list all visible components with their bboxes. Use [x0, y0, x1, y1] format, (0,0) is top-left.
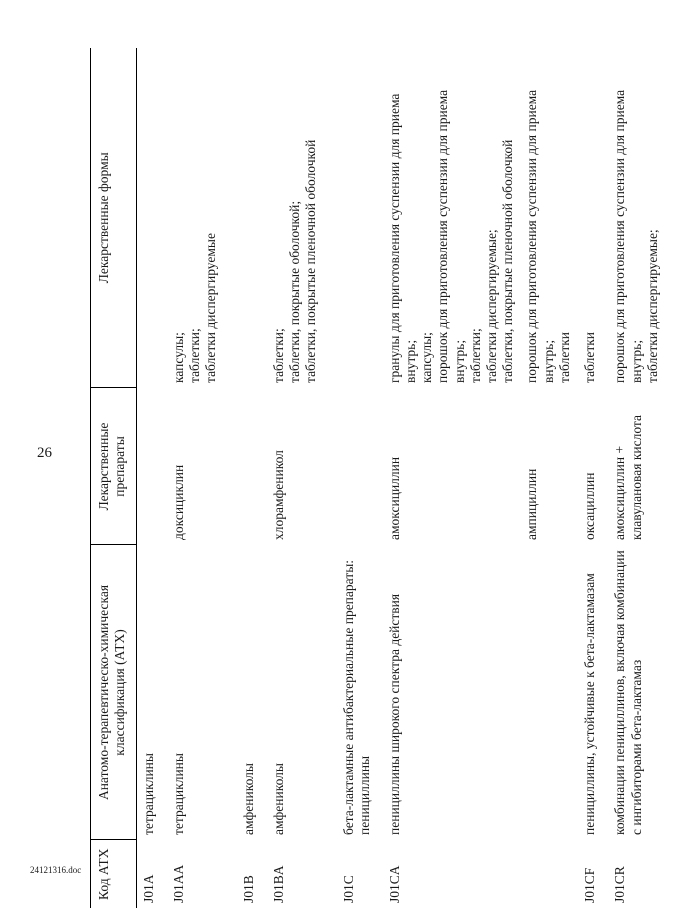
- header-forms: Лекарственные формы: [91, 48, 137, 388]
- form-item: капсулы;: [419, 332, 435, 383]
- form-item: порошок для приготовления суспензии для приема внутрь;: [435, 89, 467, 383]
- cell-classification: [520, 545, 578, 840]
- cell-classification: пенициллины широкого спектра действия: [386, 593, 402, 835]
- table-row: [137, 48, 167, 908]
- form-item: таблетки: [582, 331, 598, 383]
- cell-preparation: амоксициллин: [386, 456, 402, 540]
- cell-classification: амфениколы: [270, 763, 286, 835]
- cell-forms: [337, 48, 383, 388]
- cell-preparation: хлорамфеникол: [270, 450, 286, 540]
- form-item: капсулы;: [170, 332, 186, 383]
- table-row: [167, 48, 237, 908]
- form-item: таблетки, покрытые оболочкой;: [287, 200, 303, 383]
- header-classification: Анатомо-терапевтическо-химическая классификация (АТХ): [91, 545, 137, 840]
- table-row: [520, 48, 578, 908]
- cell-code: J01CR: [612, 866, 628, 903]
- cell-classification: бета-лактамные антибактериальные препараты: пенициллины: [340, 559, 373, 835]
- cell-forms: [383, 48, 521, 388]
- table-row: [267, 48, 337, 908]
- cell-code: J01B: [240, 875, 256, 903]
- form-item: порошок для приготовления суспензии для приема внутрь;: [612, 89, 644, 383]
- cell-code: J01CA: [386, 865, 402, 903]
- form-item: таблетки: [556, 331, 572, 383]
- cell-forms: [608, 48, 678, 388]
- cell-code: J01AA: [170, 864, 186, 903]
- form-item: таблетки;: [467, 328, 483, 383]
- cell-forms: [137, 48, 167, 388]
- form-item: таблетки;: [187, 328, 203, 383]
- form-item: таблетки диспергируемые;: [484, 229, 499, 383]
- form-item: гранулы для приготовления суспензии для приема внутрь;: [386, 93, 419, 383]
- form-item: таблетки, покрытые пленочной оболочкой: [500, 139, 516, 383]
- cell-preparation: [337, 388, 383, 545]
- file-name: 24121316.doc: [30, 865, 82, 875]
- cell-preparation: [237, 388, 267, 545]
- form-item: таблетки диспергируемые: [203, 233, 219, 383]
- form-item: таблетки, покрытые пленочной оболочкой: [303, 139, 319, 383]
- page-number: 26: [37, 445, 52, 461]
- rotated-table-container: [90, 48, 660, 908]
- cell-classification: тетрациклины: [141, 753, 157, 835]
- cell-classification: комбинации пенициллинов, включая комбинации с ингибиторами бета-лактамаз: [612, 550, 644, 835]
- form-item: таблетки;: [270, 328, 286, 383]
- cell-forms: [578, 48, 608, 388]
- cell-classification: тетрациклины: [170, 753, 186, 835]
- cell-code: J01BA: [270, 865, 286, 903]
- table-row: [383, 48, 521, 908]
- cell-code: [520, 840, 578, 908]
- cell-classification: амфениколы: [240, 763, 256, 835]
- table-body: [137, 48, 678, 908]
- table-header-row: [91, 48, 137, 908]
- cell-forms: [520, 48, 578, 388]
- table-row: [237, 48, 267, 908]
- cell-forms: [237, 48, 267, 388]
- header-preparations: Лекарственные препараты: [91, 388, 137, 545]
- table-row: [337, 48, 383, 908]
- cell-preparation: ампициллин: [524, 468, 540, 540]
- header-code: Код АТХ: [91, 840, 137, 908]
- table-row: [578, 48, 608, 908]
- form-item: порошок для приготовления суспензии для приема внутрь;: [524, 89, 556, 383]
- cell-classification: пенициллины, устойчивые к бета-лактамазам: [582, 573, 598, 835]
- cell-preparation: [137, 388, 167, 545]
- cell-forms: [267, 48, 337, 388]
- cell-preparation: оксациллин: [582, 472, 598, 540]
- cell-code: J01CF: [582, 867, 598, 903]
- cell-preparation: амоксициллин + клавулановая кислота: [612, 415, 644, 540]
- form-item: таблетки диспергируемые;: [644, 229, 660, 383]
- cell-forms: [167, 48, 237, 388]
- cell-code: J01A: [141, 874, 157, 903]
- cell-code: J01C: [340, 875, 356, 903]
- cell-preparation: доксициклин: [170, 464, 186, 540]
- table-row: [608, 48, 678, 908]
- atc-table: [90, 48, 678, 908]
